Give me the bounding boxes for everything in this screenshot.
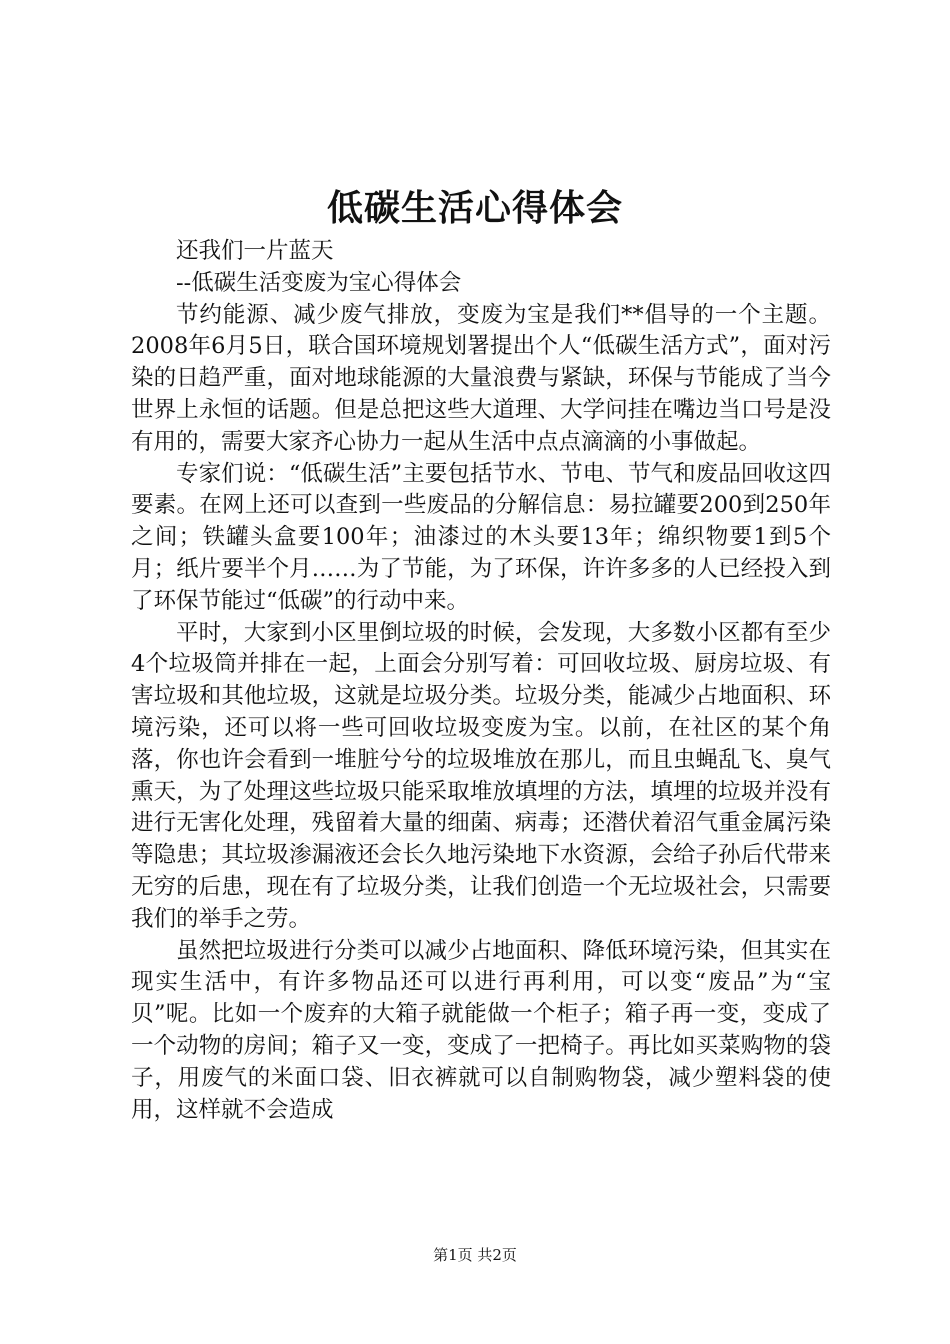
paragraph-3: 平时，大家到小区里倒垃圾的时候，会发现，大多数小区都有至少4个垃圾筒并排在一起，上面会分别写着：可回收垃圾、厨房垃圾、有害垃圾和其他垃圾，这就是垃圾分类。垃圾分类，能减少占地面积、环境污染，还可以将一些可回收垃圾变废为宝。以前，在社区的某个角落，你也许会看到一堆脏兮兮的垃圾堆放在那儿，而且虫蝇乱飞、臭气熏天，为了处理这些垃圾只能采取堆放填埋的方法，填埋的垃圾并没有进行无害化处理，残留着大量的细菌、病毒；还潜伏着沼气重金属污染等隐患；其垃圾渗漏液还会长久地污染地下水资源，会给子孙后代带来无穷的后患，现在有了垃圾分类，让我们创造一个无垃圾社会，只需要我们的举手之劳。: [131, 619, 831, 932]
paragraph-2: 专家们说：“低碳生活”主要包括节水、节电、节气和废品回收这四要素。在网上还可以查到一些废品的分解信息：易拉罐要200到250年之间；铁罐头盒要100年；油漆过的木头要13年；绵织物要1到5个月；纸片要半个月……为了节能，为了环保，许许多多的人已经投入到了环保节能过“低碳”的行动中来。: [131, 460, 831, 614]
paragraph-4: 虽然把垃圾进行分类可以减少占地面积、降低环境污染，但其实在现实生活中，有许多物品还可以进行再利用，可以变“废品”为“宝贝”呢。比如一个废弃的大箱子就能做一个柜子；箱子再一变，变成了一个动物的房间；箱子又一变，变成了一把椅子。再比如买菜购物的袋子，用废气的米面口袋、旧衣裤就可以自制购物袋，减少塑料袋的使用，这样就不会造成: [131, 937, 831, 1123]
subtitle-line-2: --低碳生活变废为宝心得体会: [176, 269, 462, 296]
document-body: [131, 236, 831, 1126]
paragraph-1: 节约能源、减少废气排放，变废为宝是我们**倡导的一个主题。2008年6月5日，联合国环境规划署提出个人“低碳生活方式”，面对污染的日趋严重，面对地球能源的大量浪费与紧缺，环保与节能成了当今世界上永恒的话题。但是总把这些大道理、大学问挂在嘴边当口号是没有用的，需要大家齐心协力一起从生活中点点滴滴的小事做起。: [131, 301, 831, 455]
document-title: 低碳生活心得体会: [326, 187, 623, 229]
subtitle-line-1: 还我们一片蓝天: [176, 238, 334, 264]
page-footer: 第1页 共2页: [433, 1246, 517, 1264]
